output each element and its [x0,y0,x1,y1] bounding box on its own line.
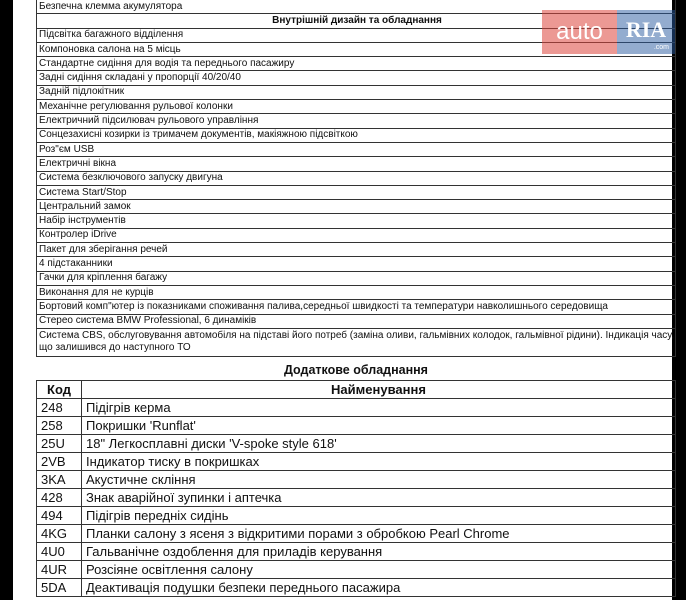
table-row [37,114,676,128]
equipment-item: Бортовий комп"ютер із показниками споживання палива,середньої швидкості та температури навколишнього середовища [37,300,676,314]
option-code: 3KA [37,471,82,489]
table-header-row [37,381,676,399]
watermark-auto-text: auto [542,10,617,54]
table-row [37,435,676,453]
equipment-item: Центральний замок [37,200,676,214]
equipment-item: Пакет для зберігання речей [37,243,676,257]
option-code: 25U [37,435,82,453]
option-code: 4UR [37,561,82,579]
section-title: Внутрішній дизайн та обладнання [37,14,676,28]
table-row [37,417,676,435]
equipment-item: Компоновка салона на 5 місць [37,42,676,56]
equipment-item: Стерео система BMW Professional, 6 динаміків [37,314,676,328]
name-column-header: Найменування [82,381,676,399]
equipment-item: Механічне регулювання рульової колонки [37,100,676,114]
option-code: 258 [37,417,82,435]
option-name: Індикатор тиску в покришках [82,453,676,471]
equipment-item: 4 підстаканники [37,257,676,271]
option-name: Деактивація подушки безпеки переднього пасажира [82,579,676,597]
table-row [37,328,676,356]
table-row [37,228,676,242]
table-row [37,453,676,471]
table-row [37,579,676,597]
equipment-item: Електричні вікна [37,157,676,171]
option-code: 4U0 [37,543,82,561]
option-code: 248 [37,399,82,417]
equipment-item: Контролер iDrive [37,228,676,242]
option-name: 18" Легкосплавні диски 'V-spoke style 618' [82,435,676,453]
option-code: 494 [37,507,82,525]
watermark-ria-text: RIA [625,17,667,42]
table-row [37,185,676,199]
table-row [37,142,676,156]
equipment-item: Гачки для кріплення багажу [37,271,676,285]
additional-equipment-table [36,380,676,597]
table-row [37,300,676,314]
table-row [37,100,676,114]
left-border [0,0,13,600]
option-name: Акустичне скління [82,471,676,489]
table-row [37,243,676,257]
table-row [37,200,676,214]
table-row [37,561,676,579]
table-row [37,214,676,228]
equipment-item: Роз"єм USB [37,142,676,156]
equipment-item: Набір інструментів [37,214,676,228]
equipment-item: Задній підлокітник [37,85,676,99]
option-name: Планки салону з ясеня з відкритими порами з обробкою Pearl Chrome [82,525,676,543]
equipment-item: Система Start/Stop [37,185,676,199]
equipment-item: Система CBS, обслуговування автомобіля на підставі його потреб (заміна оливи, гальмівних колодок, гальмівної рідини). Індикація часу, що залишився до наступного ТО [37,328,676,356]
additional-equipment-title: Додаткове обладнання [284,363,428,377]
watermark-ria-logo [617,10,675,54]
equipment-item: Безпечна клемма акумулятора [37,0,676,14]
equipment-item: Виконання для не курців [37,285,676,299]
code-column-header: Код [37,381,82,399]
auto-ria-watermark [542,10,675,54]
table-row [37,157,676,171]
table-row [37,285,676,299]
equipment-item: Сонцезахисні козирки із тримачем документів, макіяжною підсвіткою [37,128,676,142]
table-row [37,507,676,525]
equipment-item: Електричний підсилювач рульового управління [37,114,676,128]
table-row [37,489,676,507]
equipment-item: Задні сидіння складані у пропорції 40/20/40 [37,71,676,85]
option-name: Знак аварійної зупинки і аптечка [82,489,676,507]
option-name: Підігрів передніх сидінь [82,507,676,525]
table-row [37,128,676,142]
option-code: 428 [37,489,82,507]
option-name: Покришки 'Runflat' [82,417,676,435]
option-code: 4KG [37,525,82,543]
table-row [37,85,676,99]
option-name: Розсіяне освітлення салону [82,561,676,579]
table-row [37,71,676,85]
equipment-item: Система безключового запуску двигуна [37,171,676,185]
watermark-com-text: .com [653,44,669,51]
table-row [37,57,676,71]
option-code: 2VB [37,453,82,471]
option-name: Підігрів керма [82,399,676,417]
table-row [37,271,676,285]
equipment-item: Стандартне сидіння для водія та переднього пасажиру [37,57,676,71]
table-row [37,399,676,417]
option-name: Гальванічне оздоблення для приладів керування [82,543,676,561]
table-row [37,543,676,561]
table-row [37,525,676,543]
option-code: 5DA [37,579,82,597]
table-row [37,471,676,489]
table-row [37,257,676,271]
table-row [37,171,676,185]
table-row [37,314,676,328]
equipment-item: Підсвітка багажного відділення [37,28,676,42]
